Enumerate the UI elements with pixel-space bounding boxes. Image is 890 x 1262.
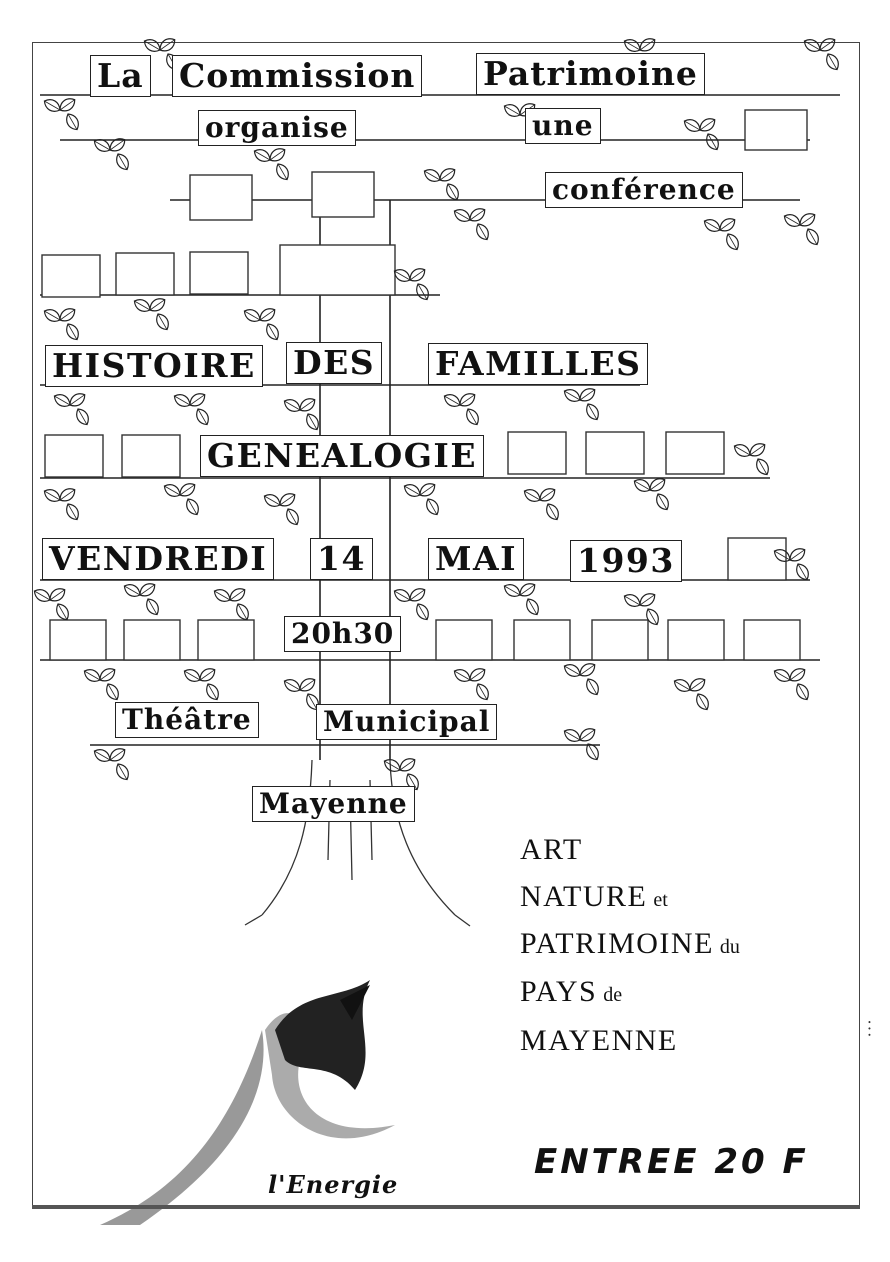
- tree-trunk: [245, 760, 470, 926]
- event-venue-municipal: Municipal: [316, 704, 497, 740]
- event-day: VENDREDI: [42, 538, 274, 580]
- assoc-mayenne: MAYENNE: [520, 1024, 678, 1057]
- assoc-et: et: [653, 889, 668, 911]
- header-conference: conférence: [545, 172, 743, 208]
- event-date: 14: [310, 538, 373, 580]
- title-histoire: HISTOIRE: [45, 345, 263, 387]
- assoc-nature: NATURE: [520, 880, 648, 913]
- assoc-art: ART: [520, 833, 583, 866]
- title-familles: FAMILLES: [428, 343, 648, 385]
- header-organise: organise: [198, 110, 356, 146]
- tree-foliage: [32, 35, 842, 792]
- event-city: Mayenne: [252, 786, 415, 822]
- entrance-price: ENTREE 20 F: [534, 1142, 809, 1182]
- assoc-line-4: [520, 975, 622, 1009]
- header-commission: Commission: [172, 55, 422, 97]
- assoc-du: du: [719, 936, 740, 958]
- event-month: MAI: [428, 538, 524, 580]
- assoc-line-1: [520, 833, 583, 867]
- title-genealogie: GENEALOGIE: [200, 435, 484, 477]
- event-year: 1993: [570, 540, 682, 582]
- event-time: 20h30: [284, 616, 401, 652]
- header-la: La: [90, 55, 151, 97]
- bottom-rule: [32, 1205, 860, 1209]
- assoc-pays: PAYS: [520, 975, 598, 1008]
- header-une: une: [525, 108, 601, 144]
- header-patrimoine: Patrimoine: [476, 53, 705, 95]
- printer-imprint: • • •: [866, 1020, 874, 1037]
- title-des: DES: [286, 342, 382, 384]
- assoc-line-5: [520, 1024, 678, 1058]
- assoc-line-3: [520, 927, 740, 961]
- assoc-de: de: [603, 984, 623, 1006]
- assoc-patrimoine: PATRIMOINE: [520, 927, 714, 960]
- event-venue-theatre: Théâtre: [115, 702, 259, 738]
- assoc-line-2: [520, 880, 668, 914]
- logo-text: l'Energie: [268, 1170, 399, 1199]
